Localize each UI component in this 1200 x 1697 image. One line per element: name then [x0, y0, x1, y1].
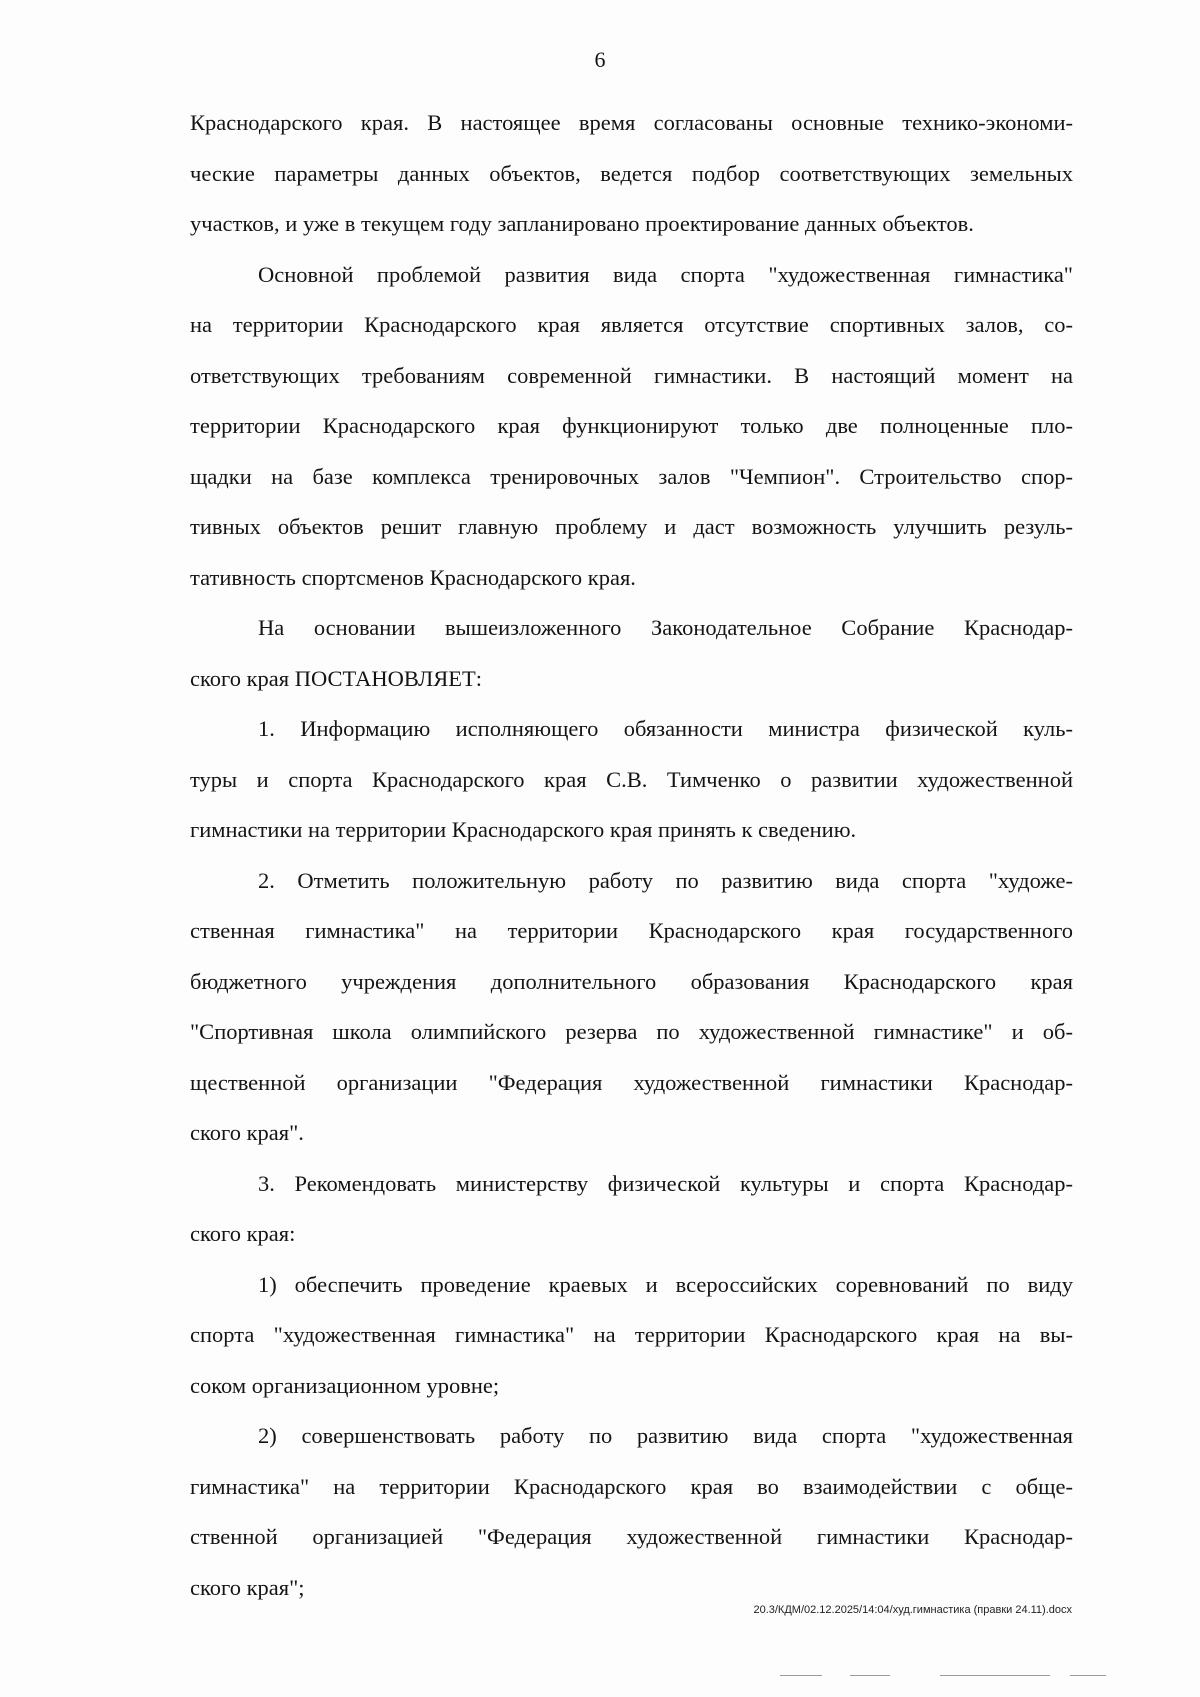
scan-artifact-lines: [780, 1675, 1110, 1677]
file-reference: 20.3/КДМ/02.12.2025/14:04/худ.гимнастика (правки 24.11).docx: [753, 1604, 1072, 1616]
text-line: туры и спорта Краснодарского края С.В. Тимченко о развитии художественной: [190, 766, 1073, 792]
document-body: [190, 98, 1073, 1613]
text-line: 1. Информацию исполняющего обязанности министра физической куль-: [258, 716, 1073, 741]
text-line: "Спортивная школа олимпийского резерва по художественной гимнастике" и об-: [190, 1019, 1073, 1044]
text-line: ственной организацией "Федерация художественной гимнастики Краснодар-: [190, 1524, 1073, 1549]
text-line: спорта "художественная гимнастика" на территории Краснодарского края на вы-: [190, 1322, 1073, 1347]
text-line: 2) совершенствовать работу по развитию вида спорта "художественная: [258, 1423, 1073, 1448]
text-line: Основной проблемой развития вида спорта "художественная гимнастика": [258, 261, 1073, 287]
text-line: ответствующих требованиям современной гимнастики. В настоящий момент на: [190, 362, 1073, 388]
text-line: гимнастики на территории Краснодарского края принять к сведению.: [190, 817, 857, 842]
page-number: 6: [594, 47, 606, 72]
text-line: На основании вышеизложенного Законодательное Собрание Краснодар-: [258, 615, 1073, 640]
text-line: ского края".: [190, 1120, 304, 1145]
text-line: 3. Рекомендовать министерству физической культуры и спорта Краснодар-: [258, 1170, 1073, 1196]
text-line: щественной организации "Федерация художественной гимнастики Краснодар-: [190, 1069, 1073, 1095]
text-line: территории Краснодарского края функционируют только две полноценные пло-: [190, 413, 1073, 438]
text-line: щадки на базе комплекса тренировочных залов "Чемпион". Строительство спор-: [190, 463, 1073, 489]
text-line: ского края:: [190, 1221, 296, 1246]
text-line: гимнастика" на территории Краснодарского края во взаимодействии с обще-: [190, 1473, 1073, 1499]
text-line: Краснодарского края. В настоящее время согласованы основные технико-экономи-: [190, 110, 1073, 135]
text-line: ственная гимнастика" на территории Краснодарского края государственного: [190, 918, 1073, 943]
text-line: соком организационном уровне;: [190, 1372, 500, 1398]
text-line: 1) обеспечить проведение краевых и всероссийских соревнований по виду: [258, 1271, 1073, 1297]
text-line: участков, и уже в текущем году запланировано проектирование данных объектов.: [190, 211, 974, 236]
text-line: 2. Отметить положительную работу по развитию вида спорта "художе-: [258, 867, 1073, 893]
text-line: ского края ПОСТАНОВЛЯЕТ:: [190, 665, 483, 691]
text-line: бюджетного учреждения дополнительного образования Краснодарского края: [190, 968, 1073, 994]
text-line: ского края";: [190, 1574, 305, 1600]
text-line: тативность спортсменов Краснодарского края.: [190, 564, 636, 590]
text-line: тивных объектов решит главную проблему и даст возможность улучшить резуль-: [190, 514, 1073, 539]
text-line: ческие параметры данных объектов, ведется подбор соответствующих земельных: [190, 160, 1073, 186]
text-line: на территории Краснодарского края является отсутствие спортивных залов, со-: [190, 312, 1073, 337]
